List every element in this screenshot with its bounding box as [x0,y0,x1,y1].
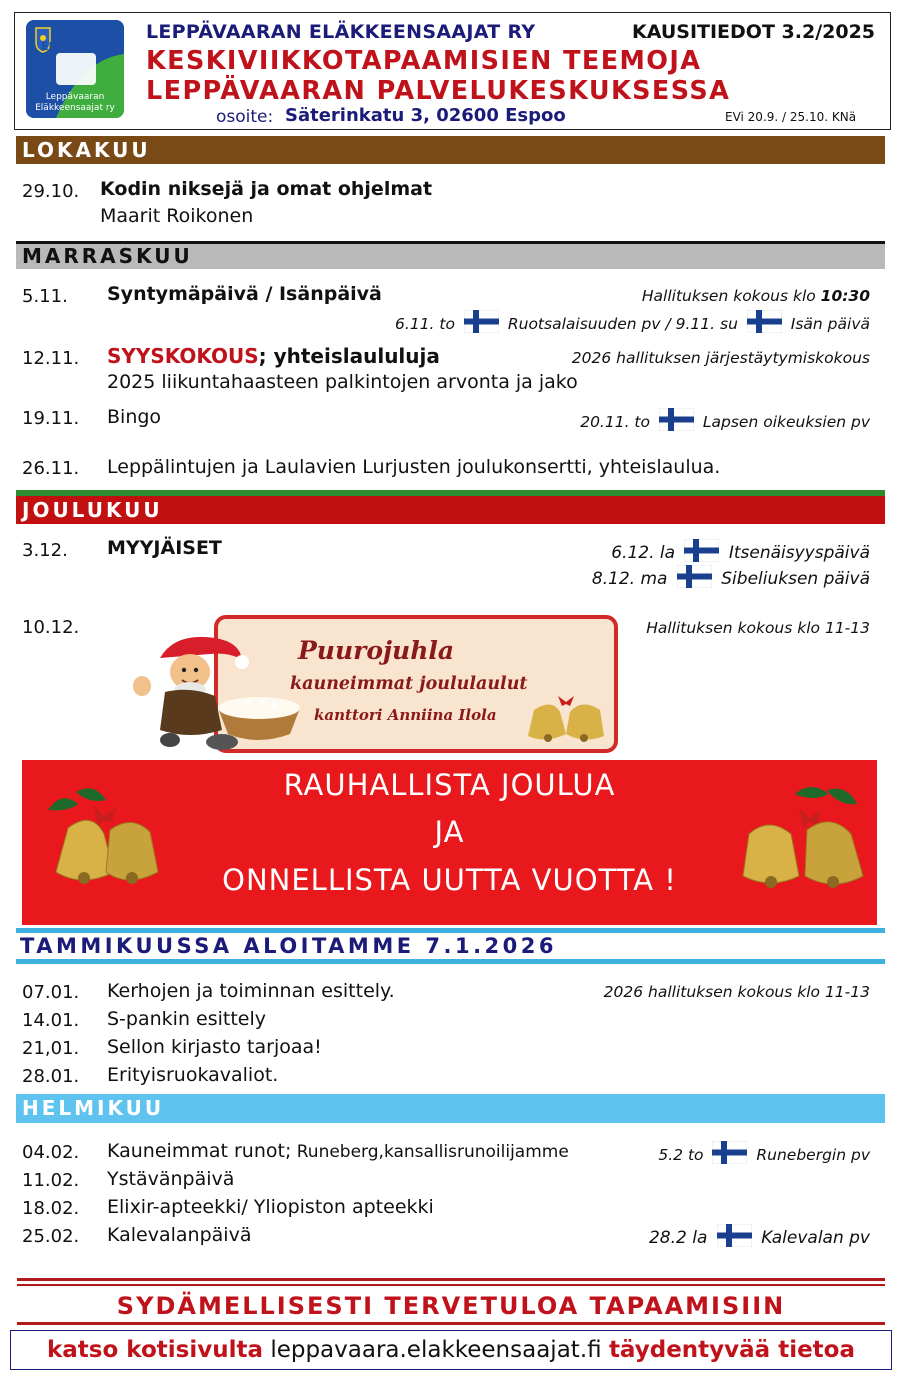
holiday-note: 20.11. to Lapsen oikeuksien pv [580,408,870,431]
event-date: 21,01. [22,1038,80,1059]
month-bar-lokakuu: LOKAKUU [16,136,885,164]
month-bar-tammikuu: TAMMIKUUSSA ALOITAMME 7.1.2026 [16,928,885,964]
address: Säterinkatu 3, 02600 Espoo [285,105,566,126]
month-bar-joulukuu: JOULUKUU [16,490,885,524]
event-title: Kauneimmat runot; Runeberg,kansallisrunoilijamme [107,1140,569,1162]
event-date: 5.11. [22,286,68,307]
event-title: Kodin niksejä ja omat ohjelmat [100,178,433,200]
event-title: SYYSKOKOUS; yhteislaululuja [107,344,440,368]
event-title: Elixir-apteekki/ Yliopiston apteekki [107,1196,434,1218]
more-info-label: täydentyvää tietoa [608,1337,855,1363]
welcome-text: SYDÄMELLISESTI TERVETULOA TAPAAMISIIN [116,1292,786,1320]
holiday-note: 6.11. to Ruotsalaisuuden pv / 9.11. su Isän päivä [395,310,870,333]
event-subtitle: 2025 liikuntahaasteen palkintojen arvonta ja jako [107,371,578,393]
footer-divider [17,1278,885,1286]
finland-flag-icon [677,565,712,588]
holiday-note: 5.2 to Runebergin pv [658,1141,870,1164]
finland-flag-icon [464,310,499,333]
event-title: Erityisruokavaliot. [107,1064,279,1086]
event-date: 26.11. [22,458,80,479]
christmas-bells-icon [40,780,170,914]
greeting-line-3: ONNELLISTA UUTTA VUOTTA ! [222,863,677,897]
season-label: KAUSITIEDOT 3.2/2025 [632,21,876,43]
christmas-bells-icon [735,780,875,914]
month-bar-marraskuu: MARRASKUU [16,241,885,269]
board-meeting-note: Hallituksen kokous klo 10:30 [641,287,870,305]
elf-with-porridge-icon [130,630,305,759]
puurojuhla-subtitle: kauneimmat joululaulut [290,674,528,694]
event-date: 04.02. [22,1142,80,1163]
event-date: 11.02. [22,1170,80,1191]
puurojuhla-title: Puurojuhla [298,636,455,665]
homepage-box [10,1330,892,1370]
page-title-line-1: KESKIVIIKKOTAPAAMISIEN TEEMOJA [146,46,702,76]
finland-flag-icon [717,1224,752,1247]
event-date: 3.12. [22,540,68,561]
finland-flag-icon [747,310,782,333]
footer-divider [17,1322,885,1328]
event-date: 10.12. [22,617,80,638]
event-date: 28.01. [22,1066,80,1087]
board-meeting-note: Hallituksen kokous klo 11-13 [646,619,870,637]
event-date: 14.01. [22,1010,80,1031]
month-bar-helmikuu: HELMIKUU [16,1094,885,1123]
event-date: 25.02. [22,1226,80,1247]
event-date: 18.02. [22,1198,80,1219]
event-person: Maarit Roikonen [100,205,254,227]
homepage-link[interactable]: leppavaara.elakkeensaajat.fi [270,1337,602,1363]
finland-flag-icon [659,408,694,431]
event-date: 12.11. [22,348,80,369]
puurojuhla-cantor: kanttori Anniina Ilola [314,706,497,724]
greeting-line-1: RAUHALLISTA JOULUA [283,768,616,802]
event-title: Sellon kirjasto tarjoaa! [107,1036,322,1058]
event-title: MYYJÄISET [107,537,222,559]
holiday-note: 8.12. ma Sibeliuksen päivä [592,565,870,589]
event-title: Bingo [107,406,162,428]
holiday-note: 28.2 la Kalevalan pv [649,1224,870,1248]
board-meeting-note: 2026 hallituksen järjestäytymiskokous [571,349,870,367]
event-title: Syntymäpäivä / Isänpäivä [107,283,382,305]
event-title: S-pankin esittely [107,1008,267,1030]
edit-note: EVi 20.9. / 25.10. KNä [725,110,857,124]
event-title: Ystävänpäivä [107,1168,235,1190]
logo-caption: Leppävaaran Eläkkeensaajat ry [35,92,115,113]
page-title-line-2: LEPPÄVAARAN PALVELUKESKUKSESSA [146,76,731,106]
event-date: 29.10. [22,181,80,202]
holiday-note: 6.12. la Itsenäisyyspäivä [611,539,870,563]
organization-name: LEPPÄVAARAN ELÄKKEENSAAJAT RY [146,21,536,43]
event-title: Kalevalanpäivä [107,1224,252,1246]
finland-flag-icon [712,1141,747,1164]
see-homepage-label: katso kotisivulta [46,1337,263,1363]
event-title: Leppälintujen ja Laulavien Lurjusten joulukonsertti, yhteislaulua. [107,456,721,478]
event-date: 07.01. [22,982,80,1003]
event-date: 19.11. [22,408,80,429]
event-title: Kerhojen ja toiminnan esittely. [107,980,395,1002]
finland-flag-icon [684,539,719,562]
board-meeting-note: 2026 hallituksen kokous klo 11-13 [603,983,870,1001]
christmas-bells-icon [522,690,608,752]
greeting-line-2: JA [434,815,465,849]
address-label: osoite: [216,107,274,127]
logo-monogram: ELl [41,40,60,53]
